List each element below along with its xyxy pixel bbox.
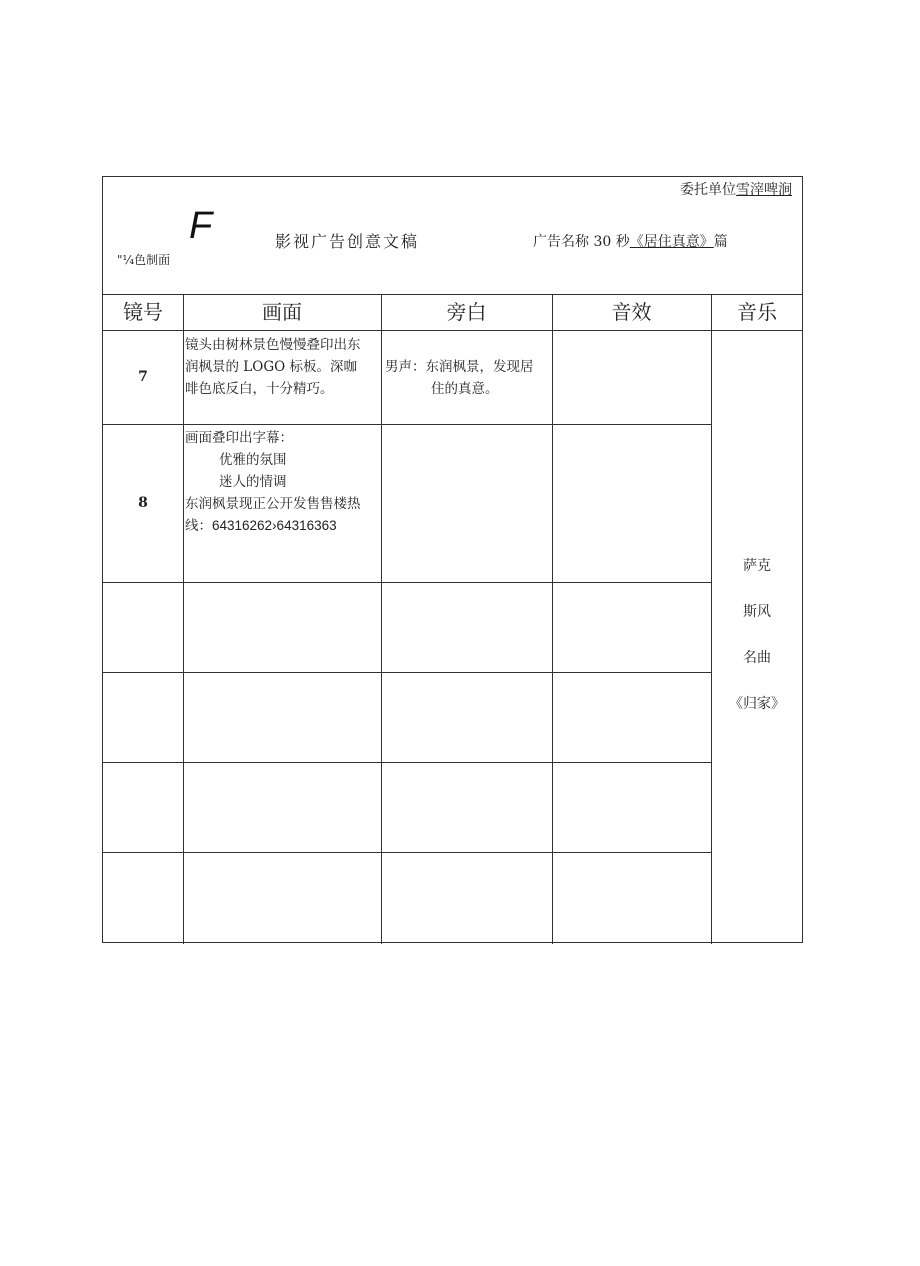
picture-line: 优雅的氛围: [219, 452, 287, 468]
column-header-picture: 画面: [183, 295, 381, 331]
client-label: 委托单位: [680, 182, 736, 198]
picture-line: 镜头由树林景色慢慢叠印出东: [185, 337, 361, 353]
narration-line: 男声：东润枫景，发现居: [385, 359, 534, 375]
picture-line: 线：64316262›64316363: [185, 518, 337, 533]
ad-name-duration: 30 秒: [593, 234, 630, 250]
picture-line: 画面叠印出字幕：: [185, 430, 293, 446]
document-title: 影视广告创意文稿: [275, 232, 420, 251]
column-header-sfx: 音效: [552, 295, 711, 331]
grid-line: [381, 295, 382, 944]
row-divider: [103, 424, 711, 425]
column-header-shot: 镜号: [103, 295, 183, 331]
music-line: 萨克: [743, 558, 771, 574]
picture-line: 润枫景的 LOGO 标板。深咖: [185, 359, 357, 375]
picture-line: 啡色底反白，十分精巧。: [185, 381, 334, 397]
row-divider: [103, 672, 711, 673]
picture-cell: [185, 334, 381, 400]
ad-name-field: [533, 231, 728, 251]
row-divider: [103, 852, 711, 853]
ad-name-value: 《居住真意》: [629, 234, 714, 250]
shot-number: 7: [138, 369, 148, 385]
script-form: [102, 176, 803, 943]
row-divider: [103, 762, 711, 763]
form-header: [103, 177, 802, 295]
column-header-music: 音乐: [711, 295, 803, 331]
music-line: 斯风: [743, 604, 771, 620]
picture-line: 东润枫景现正公开发售售楼热: [185, 496, 361, 512]
music-line: 名曲: [743, 650, 771, 666]
grid-line: [183, 295, 184, 944]
narration-cell: [385, 356, 553, 400]
ad-name-suffix: 篇: [713, 234, 728, 250]
shot-number: 8: [138, 495, 148, 511]
picture-line: 迷人的情调: [219, 474, 287, 490]
music-cell: [711, 543, 803, 727]
production-note: "¼色制面: [117, 253, 171, 267]
picture-cell: [185, 427, 381, 537]
narration-line: 住的真意。: [431, 381, 499, 397]
client-field: [680, 179, 792, 199]
music-line: 《归家》: [729, 696, 785, 712]
client-value: 雪滓啤涧: [736, 182, 792, 198]
ad-name-label: 广告名称: [533, 234, 589, 250]
row-divider: [103, 582, 711, 583]
column-header-narration: 旁白: [381, 295, 552, 331]
logo-glyph: F: [189, 205, 213, 247]
